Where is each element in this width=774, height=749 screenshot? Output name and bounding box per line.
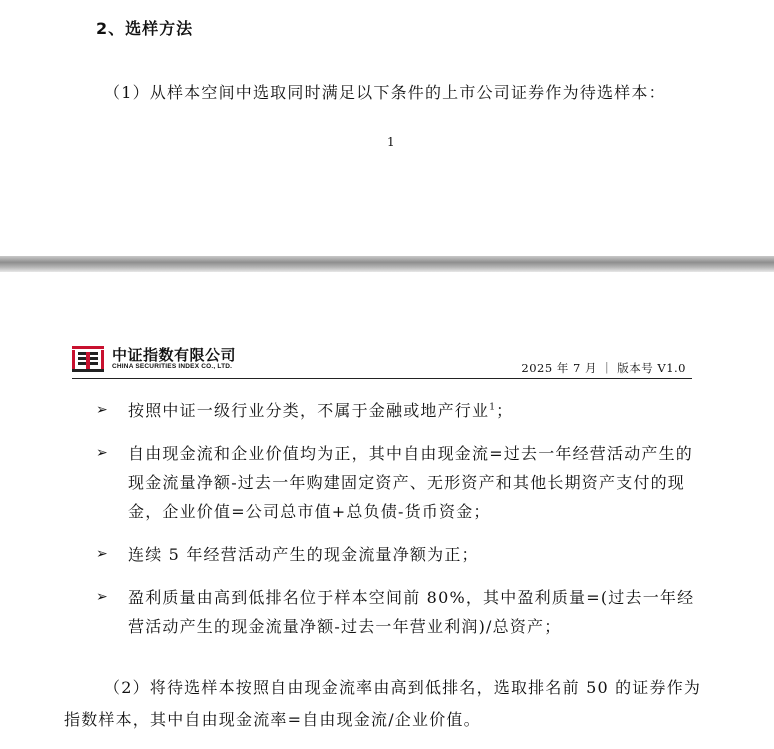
page-number: 1 [387, 135, 395, 149]
list-item [96, 439, 706, 526]
paragraph-1: （1）从样本空间中选取同时满足以下条件的上市公司证券作为待选样本： [104, 83, 666, 102]
list-item-text: 自由现金流和企业价值均为正，其中自由现金流=过去一年经营活动产生的现金流量净额-过去一年购建固定资产、无形资产和其他长期资产支付的现金，企业价值=公司总市值+总负债-货币资金； [128, 444, 694, 521]
page-bottom [0, 272, 774, 749]
paragraph-2: （2）将待选样本按照自由现金流率由高到低排名，选取排名前 50 的证券作为指数样本，其中自由现金流率=自由现金流/企业价值。 [64, 678, 702, 729]
arrow-bullet-icon: ➢ [96, 445, 109, 461]
list-item-text: 连续 5 年经营活动产生的现金流量净额为正； [128, 545, 479, 564]
section-heading: 2、选样方法 [96, 19, 194, 38]
arrow-bullet-icon: ➢ [96, 402, 109, 418]
company-name-en: CHINA SECURITIES INDEX CO., LTD. [112, 363, 233, 370]
list-item [96, 583, 706, 641]
list-item-text: 盈利质量由高到低排名位于样本空间前 80%，其中盈利质量=(过去一年经营活动产生的现金流量净额-过去一年营业利润)/总资产； [128, 588, 695, 636]
list-item-text: 按照中证一级行业分类，不属于金融或地产行业 [128, 401, 490, 420]
company-name-cn: 中证指数有限公司 [112, 346, 237, 364]
list-item-tail: ； [496, 401, 514, 420]
arrow-bullet-icon: ➢ [96, 546, 109, 562]
csi-logo-icon [72, 346, 104, 372]
arrow-bullet-icon: ➢ [96, 589, 109, 605]
page-separator [0, 256, 774, 272]
condition-list [96, 396, 706, 655]
list-item [96, 396, 706, 425]
footnote-marker[interactable]: 1 [489, 402, 497, 413]
list-item [96, 540, 706, 569]
page-top [0, 0, 774, 256]
page-header [72, 344, 692, 379]
version-info: 2025 年 7 月 ｜ 版本号 V1.0 [521, 361, 686, 375]
